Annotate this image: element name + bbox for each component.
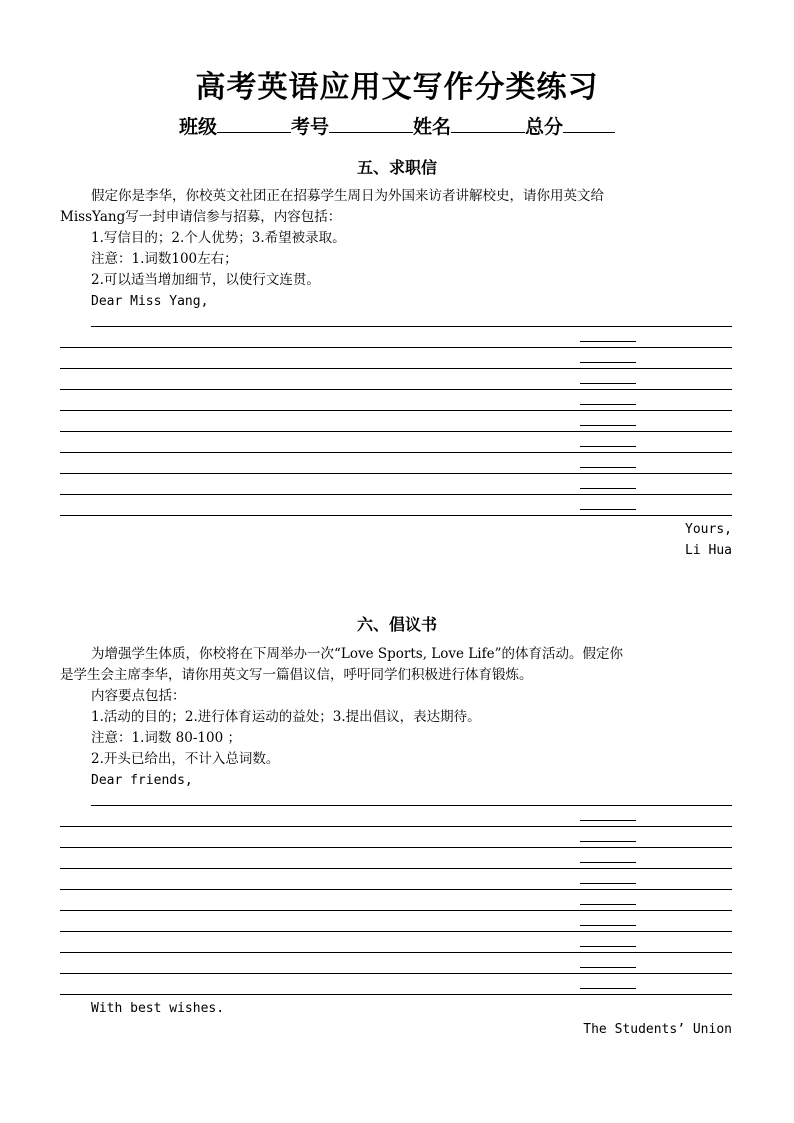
writing-line[interactable] — [91, 326, 732, 327]
writing-line[interactable] — [60, 347, 732, 348]
page-title: 高考英语应用文写作分类练习 — [195, 70, 599, 105]
writing-line[interactable] — [60, 931, 732, 932]
number-label: 考号 — [290, 116, 329, 138]
section-heading-proposal: 六、倡议书 — [356, 615, 437, 634]
name-blank[interactable] — [451, 114, 525, 133]
salutation: Dear friends, — [91, 773, 193, 788]
closing: With best wishes. — [91, 1001, 225, 1016]
prompt-line: 是学生会主席李华，请你用英文写一篇倡议信，呼吁同学们积极进行体育锻炼。 — [60, 667, 533, 683]
score-blank[interactable] — [563, 114, 615, 133]
writing-line[interactable] — [60, 952, 732, 953]
points-intro: 内容要点包括： — [91, 688, 186, 704]
writing-line[interactable] — [91, 805, 732, 806]
note-line: 注意：1.词数 80-100 ； — [91, 730, 241, 746]
writing-line[interactable] — [60, 826, 732, 827]
writing-line[interactable] — [60, 473, 732, 474]
writing-line[interactable] — [60, 868, 732, 869]
score-label: 总分 — [525, 116, 564, 138]
writing-line[interactable] — [60, 889, 732, 890]
writing-line[interactable] — [60, 452, 732, 453]
name-label: 姓名 — [413, 116, 452, 138]
writing-line[interactable] — [60, 910, 732, 911]
letter-closing — [60, 519, 732, 561]
writing-line[interactable] — [60, 389, 732, 390]
closing: Yours, — [685, 522, 732, 537]
section-heading-cover-letter: 五、求职信 — [356, 158, 437, 177]
writing-line[interactable] — [60, 515, 732, 516]
writing-line[interactable] — [60, 847, 732, 848]
writing-line[interactable] — [60, 410, 732, 411]
writing-line[interactable] — [60, 494, 732, 495]
letter-closing — [60, 998, 732, 1040]
writing-line[interactable] — [60, 431, 732, 432]
content-points: 1.活动的目的；2.进行体育运动的益处；3.提出倡议，表达期待。 — [91, 709, 481, 725]
writing-line[interactable] — [60, 994, 732, 995]
prompt-line: 假定你是李华，你校英文社团正在招募学生周日为外国来访者讲解校史，请你用英文给 — [91, 188, 604, 204]
prompt-line: MissYang写一封申请信参与招募，内容包括： — [60, 209, 342, 225]
student-info-line — [0, 112, 794, 139]
note-line: 注意：1.词数100左右； — [91, 251, 238, 267]
signature: The Students’ Union — [583, 1022, 732, 1037]
class-blank[interactable] — [217, 114, 291, 133]
class-label: 班级 — [178, 116, 217, 138]
note-line: 2.可以适当增加细节，以使行文连贯。 — [91, 272, 320, 288]
signature: Li Hua — [685, 543, 732, 558]
writing-line[interactable] — [60, 368, 732, 369]
number-blank[interactable] — [329, 114, 413, 133]
section5-prompt — [60, 186, 732, 312]
content-points: 1.写信目的；2.个人优势；3.希望被录取。 — [91, 230, 346, 246]
prompt-line: 为增强学生体质，你校将在下周举办一次“Love Sports, Love Life”的体育活动。假定你 — [91, 646, 623, 662]
section6-prompt — [60, 644, 732, 791]
writing-line[interactable] — [60, 973, 732, 974]
note-line: 2.开头已给出，不计入总词数。 — [91, 751, 280, 767]
salutation: Dear Miss Yang, — [91, 294, 209, 309]
